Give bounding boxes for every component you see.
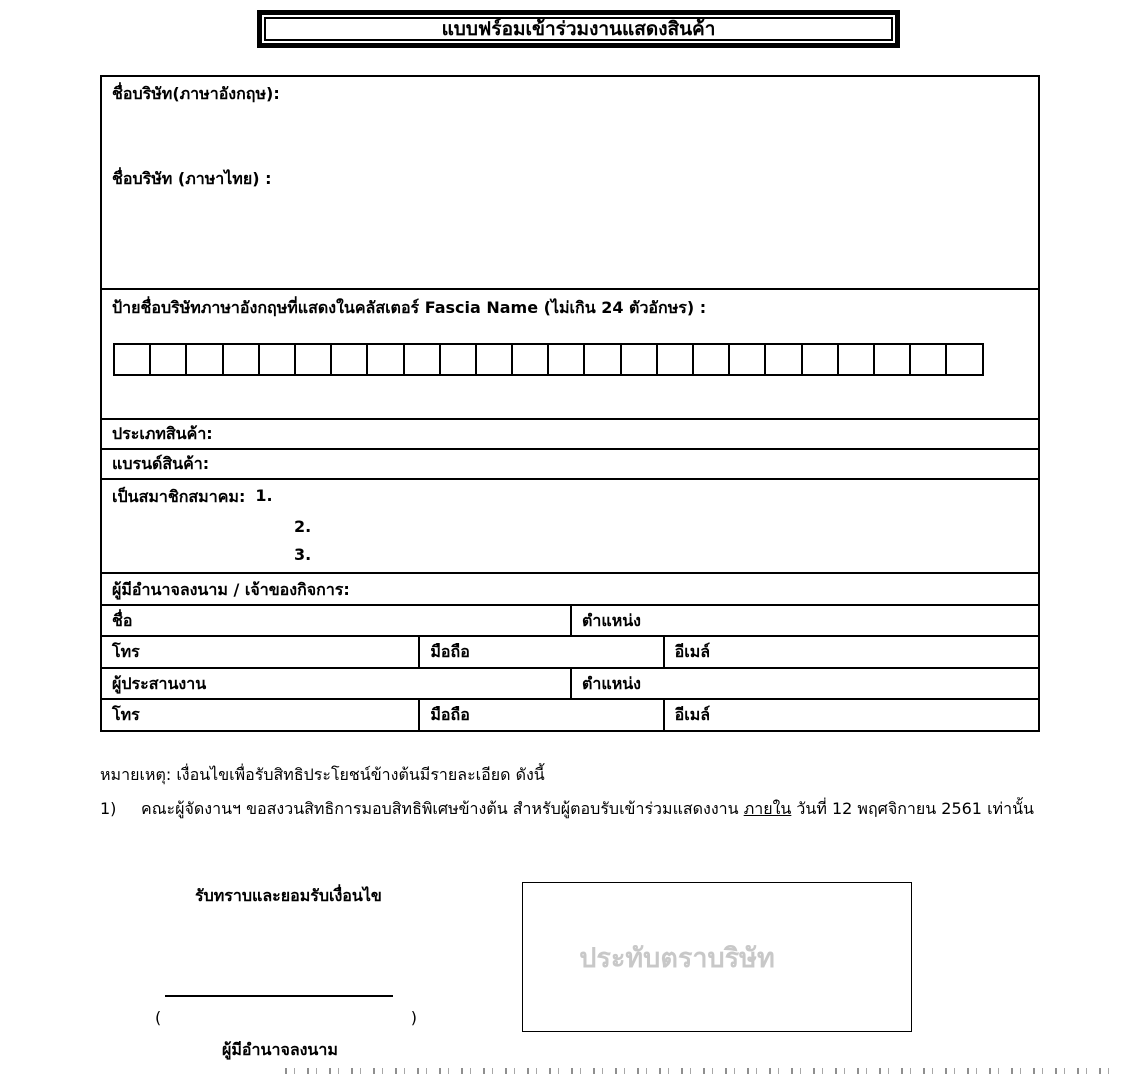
signatory-position-field[interactable] <box>570 606 1038 635</box>
fascia-char-box-19[interactable] <box>764 343 802 376</box>
position-label: ตำแหน่ง <box>582 674 641 693</box>
fascia-char-box-13[interactable] <box>547 343 585 376</box>
clipped-text-line <box>285 1068 1115 1074</box>
page-title: แบบฟร์อมเข้าร่วมงานแสดงสินค้า <box>441 17 716 40</box>
fascia-name-cell <box>102 288 1038 418</box>
accept-conditions-label: รับทราบและยอมรับเงื่อนไข <box>195 886 382 905</box>
authorized-signatory-header: ผู้มีอำนาจลงนาม / เจ้าของกิจการ: <box>112 580 350 599</box>
close-paren: ) <box>410 1008 417 1027</box>
fascia-char-box-12[interactable] <box>511 343 549 376</box>
email-label: อีเมล์ <box>674 642 711 661</box>
condition-item-text-post: วันที่ 12 พฤศจิกายน 2561 เท่านั้น <box>791 799 1034 818</box>
authorized-signer-label: ผู้มีอำนาจลงนาม <box>222 1040 338 1059</box>
fascia-char-box-23[interactable] <box>909 343 947 376</box>
fascia-char-box-5[interactable] <box>258 343 296 376</box>
open-paren: ( <box>155 1008 162 1027</box>
fascia-char-box-21[interactable] <box>837 343 875 376</box>
coordinator-position-field[interactable] <box>570 669 1038 698</box>
fascia-char-box-2[interactable] <box>149 343 187 376</box>
company-name-thai-label: ชื่อบริษัท (ภาษาไทย) : <box>112 168 272 188</box>
remark-line: หมายเหตุ: เงื่อนไขเพื่อรับสิทธิประโยชน์ข้างต้นมีรายละเอียด ดังนี้ <box>100 765 545 784</box>
mobile-label: มือถือ <box>430 642 470 661</box>
membership-item-1: 1. <box>255 486 273 505</box>
signatory-mobile-field[interactable] <box>418 637 662 667</box>
company-stamp-placeholder: ประทับตราบริษัท <box>579 942 775 974</box>
fascia-char-box-3[interactable] <box>185 343 223 376</box>
condition-item-text-pre: คณะผู้จัดงานฯ ขอสงวนสิทธิการมอบสิทธิพิเศษข้างต้น สำหรับผู้ตอบรับเข้าร่วมแสดงงาน <box>141 799 744 818</box>
fascia-char-box-22[interactable] <box>873 343 911 376</box>
fascia-char-box-15[interactable] <box>620 343 658 376</box>
fascia-char-box-11[interactable] <box>475 343 513 376</box>
fascia-char-box-18[interactable] <box>728 343 766 376</box>
condition-item-1 <box>100 797 1040 822</box>
fascia-character-boxes <box>113 343 1027 376</box>
fascia-char-box-9[interactable] <box>403 343 441 376</box>
form-table <box>100 75 1040 732</box>
fascia-char-box-14[interactable] <box>583 343 621 376</box>
fascia-char-box-16[interactable] <box>656 343 694 376</box>
signatory-email-field[interactable] <box>663 637 1038 667</box>
mobile-label: มือถือ <box>430 705 470 724</box>
coordinator-tel-field[interactable] <box>102 700 418 730</box>
name-label: ชื่อ <box>112 611 133 630</box>
fascia-char-box-24[interactable] <box>945 343 983 376</box>
coordinator-position-row <box>102 667 1038 698</box>
fascia-char-box-4[interactable] <box>222 343 260 376</box>
company-name-cell[interactable] <box>102 77 1038 288</box>
fascia-char-box-6[interactable] <box>294 343 332 376</box>
brand-row[interactable] <box>102 448 1038 478</box>
form-title-box <box>257 10 900 48</box>
company-stamp-box[interactable] <box>522 882 912 1032</box>
brand-label: แบรนด์สินค้า: <box>112 454 210 473</box>
company-name-english-label: ชื่อบริษัท(ภาษาอังกฤษ): <box>112 84 280 103</box>
product-type-label: ประเภทสินค้า: <box>112 424 213 443</box>
condition-item-number: 1) <box>100 799 117 818</box>
coordinator-contact-row <box>102 698 1038 730</box>
authorized-signatory-header-row <box>102 572 1038 604</box>
coordinator-name-field[interactable] <box>102 669 570 698</box>
email-label: อีเมล์ <box>674 705 711 724</box>
fascia-char-box-17[interactable] <box>692 343 730 376</box>
signatory-tel-field[interactable] <box>102 637 418 667</box>
condition-item-underlined-word: ภายใน <box>743 799 792 818</box>
membership-label: เป็นสมาชิกสมาคม: <box>112 487 246 506</box>
fascia-char-box-1[interactable] <box>113 343 151 376</box>
membership-item-3: 3. <box>294 544 312 564</box>
signatory-contact-row <box>102 635 1038 667</box>
tel-label: โทร <box>112 642 140 661</box>
fascia-char-box-8[interactable] <box>366 343 404 376</box>
signature-name-parentheses[interactable] <box>155 1008 417 1027</box>
tel-label: โทร <box>112 705 140 724</box>
membership-item-2: 2. <box>294 516 312 536</box>
form-title-inner-frame <box>264 17 893 41</box>
coordinator-email-field[interactable] <box>663 700 1038 730</box>
coordinator-mobile-field[interactable] <box>418 700 662 730</box>
position-label: ตำแหน่ง <box>582 611 641 630</box>
association-membership-cell[interactable] <box>102 478 1038 572</box>
signature-line[interactable] <box>165 981 393 997</box>
fascia-name-label: ป้ายชื่อบริษัทภาษาอังกฤษที่แสดงในคลัสเตอร์ Fascia Name (ไม่เกิน 24 ตัวอักษร) : <box>112 298 707 317</box>
fascia-char-box-20[interactable] <box>801 343 839 376</box>
product-type-row[interactable] <box>102 418 1038 448</box>
signatory-name-position-row <box>102 604 1038 635</box>
signatory-name-field[interactable] <box>102 606 570 635</box>
coordinator-label: ผู้ประสานงาน <box>112 674 207 693</box>
fascia-char-box-7[interactable] <box>330 343 368 376</box>
fascia-char-box-10[interactable] <box>439 343 477 376</box>
